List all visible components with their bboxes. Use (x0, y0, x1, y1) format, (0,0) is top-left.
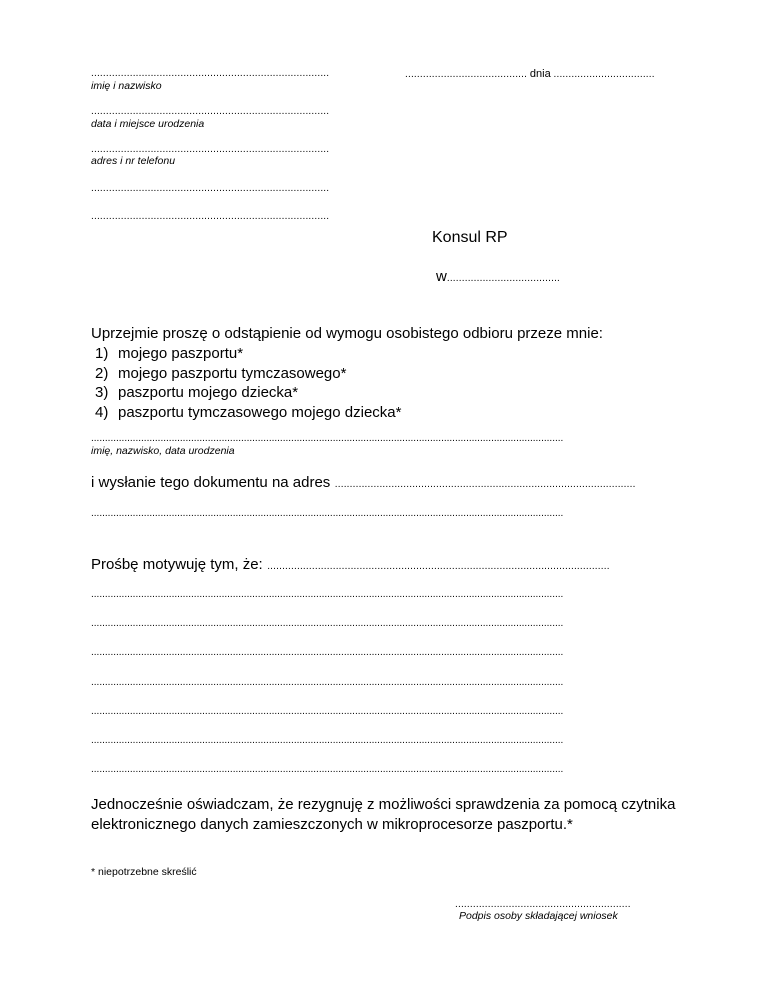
recipient-title: Konsul RP (432, 229, 508, 246)
reason-line: .......................................................................................................................................................................... (91, 677, 564, 688)
reason-line: .......................................................................................................................................................................... (91, 706, 564, 717)
child-caption: imię, nazwisko, data urodzenia (91, 445, 235, 457)
declaration-text: Jednocześnie oświadczam, że rezygnuję z możliwości sprawdzenia za pomocą czytnika elektronicznego danych zamieszczonych w mikroprocesorze paszportu.* (91, 796, 676, 833)
place-date-line (405, 68, 655, 80)
request-intro: Uprzejmie proszę o odstąpienie od wymogu osobistego odbioru przeze mnie: (91, 325, 603, 342)
shipping-label: i wysłanie tego dokumentu na adres (91, 474, 331, 491)
extra-line-2: ................................................................................ (91, 211, 330, 222)
reason-line-first: ................................................................................................................... (267, 561, 610, 572)
signature-caption: Podpis osoby składającej wniosek (459, 910, 618, 922)
option-number: 4) (95, 403, 109, 421)
recipient-place (436, 268, 560, 286)
reason-line: .......................................................................................................................................................................... (91, 647, 564, 658)
option-number: 3) (95, 384, 109, 401)
date-line: .................................. (553, 69, 655, 80)
reason-line: .......................................................................................................................................................................... (91, 618, 564, 629)
name-line: ................................................................................ (91, 68, 330, 79)
birth-line: ................................................................................ (91, 106, 330, 117)
document-options-list (91, 344, 401, 422)
option-text: mojego paszportu* (118, 345, 244, 362)
signature-line: ........................................................... (455, 899, 631, 910)
reason-label: Prośbę motywuję tym, że: (91, 556, 263, 573)
option-text: mojego paszportu tymczasowego* (118, 364, 347, 382)
place-line: ......................................... (405, 69, 528, 80)
option-text: paszportu tymczasowego mojego dziecka* (118, 403, 402, 421)
option-number: 2) (95, 364, 109, 382)
option-item (91, 344, 401, 364)
child-line: .......................................................................................................................................................................... (91, 433, 564, 444)
shipping-line: ..................................................................................................... (334, 479, 636, 490)
w-line: ...................................... (446, 273, 561, 284)
shipping-row (91, 474, 675, 492)
footnote: * niepotrzebne skreślić (91, 866, 197, 878)
reason-line: .......................................................................................................................................................................... (91, 735, 564, 746)
option-number: 1) (95, 345, 109, 362)
w-label: w (436, 268, 447, 285)
reason-row (91, 556, 675, 574)
extra-line-1: ................................................................................ (91, 183, 330, 194)
name-caption: imię i nazwisko (91, 80, 162, 92)
option-item (91, 383, 401, 403)
address-caption: adres i nr telefonu (91, 155, 176, 167)
option-item (91, 403, 401, 423)
reason-line: .......................................................................................................................................................................... (91, 589, 564, 600)
dnia-label: dnia (529, 68, 551, 80)
reason-line: .......................................................................................................................................................................... (91, 764, 564, 775)
address-line: ................................................................................ (91, 144, 330, 155)
option-text: paszportu mojego dziecka* (118, 384, 299, 401)
birth-caption: data i miejsce urodzenia (91, 118, 205, 130)
option-item (91, 364, 401, 384)
shipping-line-2: .......................................................................................................................................................................... (91, 508, 564, 519)
